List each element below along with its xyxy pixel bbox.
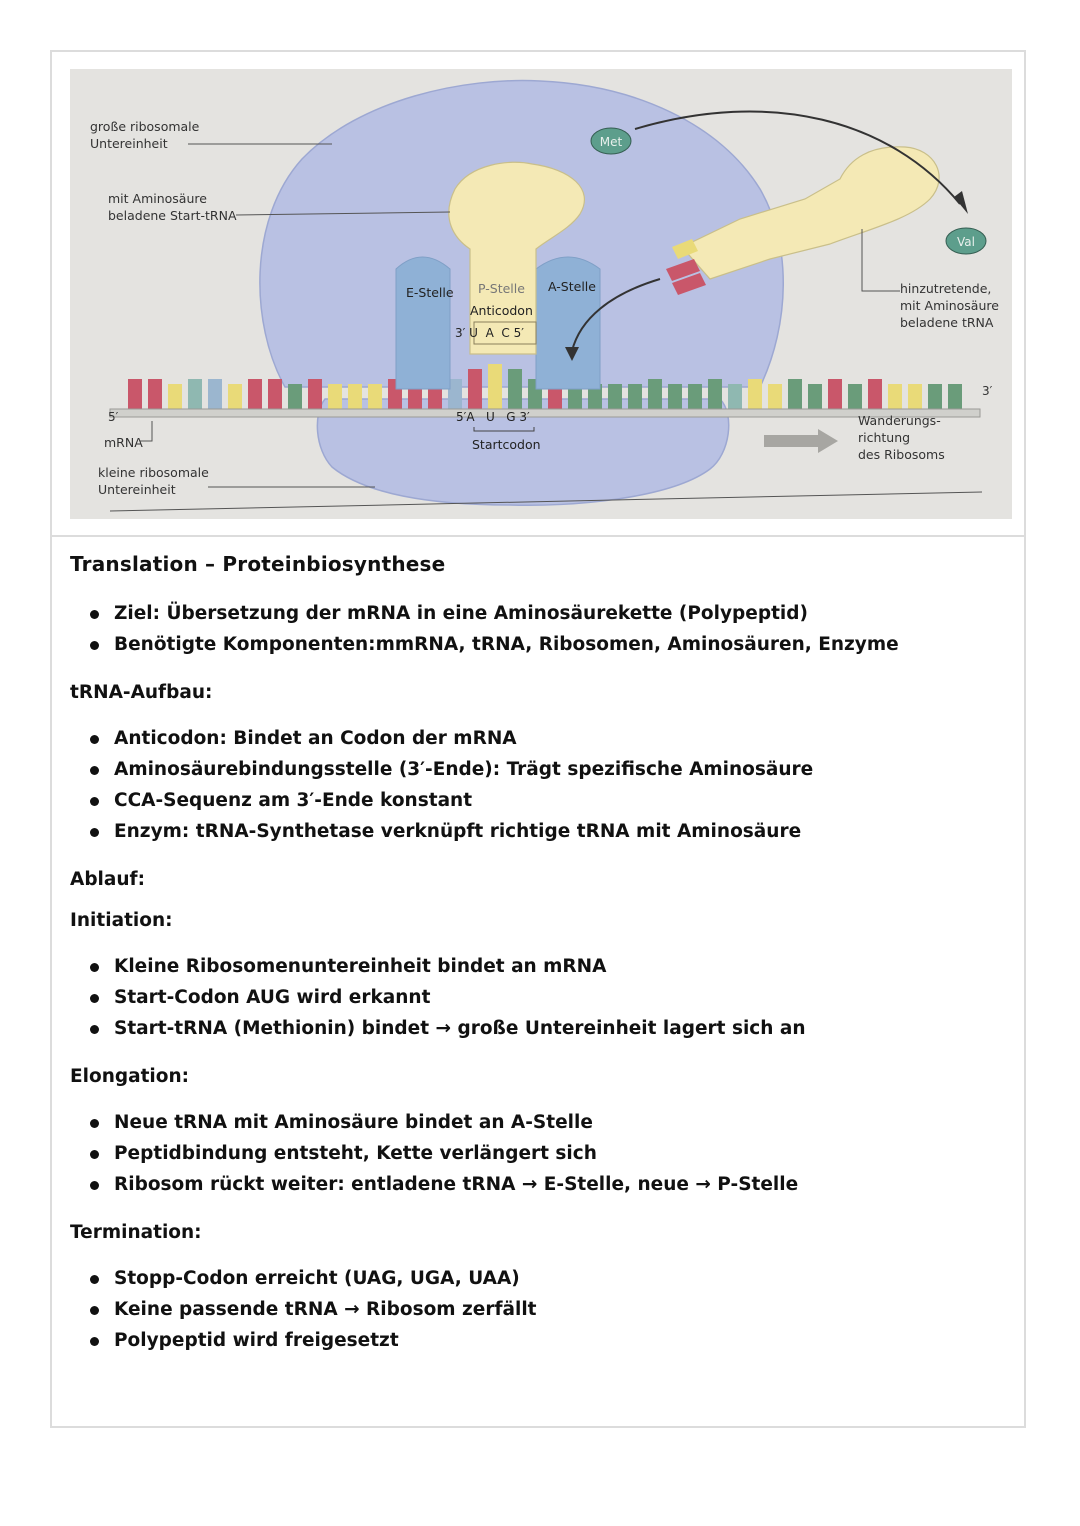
a-site-column [536,257,600,389]
met-label: Met [599,135,623,149]
elongation-list [70,1107,1000,1200]
intro-list [70,598,1000,660]
list-item: Keine passende tRNA → Ribosom zerfällt [114,1294,1000,1325]
notes-page [50,50,1026,1428]
incoming-trna-label: hinzutretende, mit Aminosäure beladene tRNA [900,281,999,330]
a-site-label: A-Stelle [548,279,596,294]
list-item: Kleine Ribosomenuntereinheit bindet an mRNA [114,951,1000,982]
notes-content [70,552,1000,1378]
termination-list [70,1263,1000,1356]
p-site-label: P-Stelle [478,281,525,296]
page-title: Translation – Proteinbiosynthese [70,552,446,576]
large-subunit-label: große ribosomale Untereinheit [90,119,200,151]
codon-sequence: 5′A U G 3′ [456,410,530,424]
list-item: Polypeptid wird freigesetzt [114,1325,1000,1356]
val-label: Val [957,235,975,249]
list-item: Ribosom rückt weiter: entladene tRNA → E-Stelle, neue → P-Stelle [114,1169,1000,1200]
mrna-5-prime-label: 5′ [108,410,119,424]
anticodon-label: Anticodon [470,303,533,318]
e-site-label: E-Stelle [406,285,454,300]
list-item: Aminosäurebindungsstelle (3′-Ende): Trägt spezifische Aminosäure [114,754,1000,785]
mrna-3-prime-label: 3′ [982,384,993,398]
e-site-column [396,257,450,389]
termination-heading: Termination: [70,1222,202,1243]
initiation-heading: Initiation: [70,910,173,931]
small-subunit-label: kleine ribosomale Untereinheit [98,465,209,497]
section-divider [52,535,1024,537]
list-item: Neue tRNA mit Aminosäure bindet an A-Stelle [114,1107,1000,1138]
start-trna-label: mit Aminosäure beladene Start-tRNA [108,191,237,223]
mrna-strand [110,409,980,417]
list-item: Anticodon: Bindet an Codon der mRNA [114,723,1000,754]
translation-diagram [70,69,1012,519]
elongation-heading: Elongation: [70,1066,190,1087]
trna-heading: tRNA-Aufbau: [70,682,213,703]
list-item: Start-tRNA (Methionin) bindet → große Untereinheit lagert sich an [114,1013,1000,1044]
list-item: CCA-Sequenz am 3′-Ende konstant [114,785,1000,816]
mrna-label: mRNA [104,435,143,450]
list-item: Start-Codon AUG wird erkannt [114,982,1000,1013]
list-item: Stopp-Codon erreicht (UAG, UGA, UAA) [114,1263,1000,1294]
list-item: Benötigte Komponenten:mmRNA, tRNA, Ribosomen, Aminosäuren, Enzyme [114,629,1000,660]
trna-list [70,723,1000,847]
direction-label: Wanderungs- richtung des Ribosoms [858,413,945,462]
startcodon-label: Startcodon [472,437,541,452]
ablauf-heading: Ablauf: [70,869,146,890]
anticodon-sequence: 3′ U A C 5′ [455,326,524,340]
initiation-list [70,951,1000,1044]
list-item: Ziel: Übersetzung der mRNA in eine Aminosäurekette (Polypeptid) [114,598,1000,629]
list-item: Enzym: tRNA-Synthetase verknüpft richtige tRNA mit Aminosäure [114,816,1000,847]
list-item: Peptidbindung entsteht, Kette verlängert sich [114,1138,1000,1169]
